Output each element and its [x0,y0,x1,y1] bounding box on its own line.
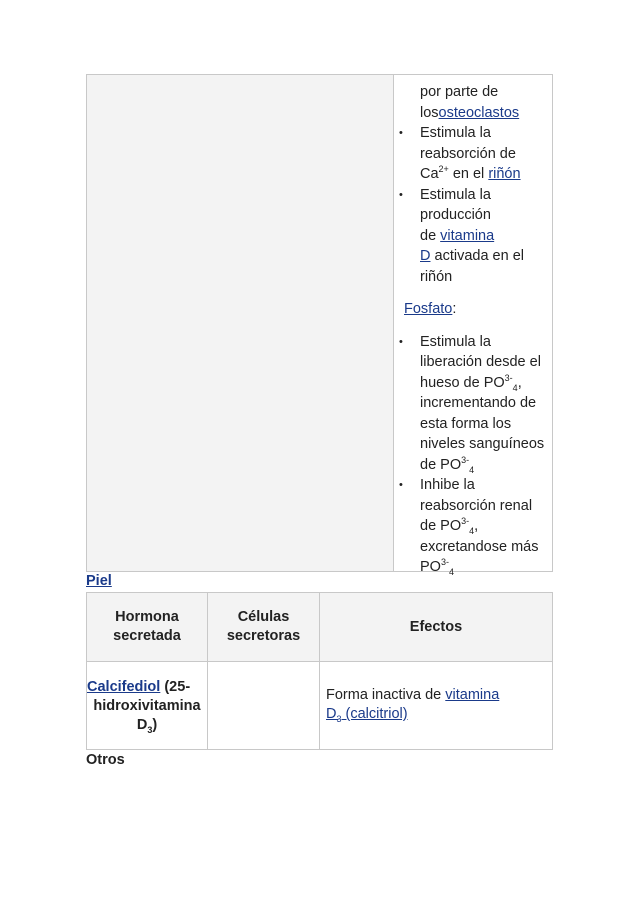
piel-table [86,592,553,750]
text-line: liberación desde el [420,354,541,370]
text: de PO [420,518,462,534]
header-hormona: Hormona secretada [113,609,181,644]
text-line: • Estimula la [420,125,491,141]
header-celulas: Células secretoras [226,609,301,644]
text: Forma inactiva de [326,687,446,703]
text: en el [448,166,489,182]
text: activada en el [430,248,524,264]
text: , [474,518,479,534]
colon: : [452,301,457,317]
text-line: niveles sanguíneos [420,436,545,452]
text-line [87,716,207,735]
calcium-charge: 2+ [438,164,449,175]
effect-cell [326,686,548,724]
text: , [517,374,522,391]
subscript: 4 [469,525,475,536]
list-item [393,332,552,476]
list-item [393,123,552,185]
text-line: incrementando de [420,395,537,411]
endocrine-table [86,74,553,577]
intro-text: los [420,104,439,121]
vitamina-d-link[interactable]: D [420,248,431,264]
text-line: • Estimula la [420,333,491,350]
text: D [136,717,148,733]
subscript: 3 [336,713,342,724]
section-otros: Otros [86,752,125,768]
section-piel [86,573,112,589]
text-line [326,705,548,724]
text-line: reabsorción de [420,145,516,162]
subscript: 3 [147,724,153,735]
calcium-effects-list [393,123,552,287]
text-line: hidroxivitamina [93,698,201,714]
vitamina-link[interactable]: vitamina [440,227,495,244]
list-item [393,475,552,578]
text-line: • Inhibe la [420,477,475,493]
effects-intro [393,75,552,123]
calcifediol-link[interactable]: Calcifediol [87,679,161,695]
intro-line [420,103,552,124]
subscript: 4 [512,382,518,393]
location-cell [302,75,394,571]
text-line [420,164,552,185]
text: de PO [420,456,462,473]
charge: 3- [504,372,513,383]
text-line [420,455,552,476]
text-line: producción [420,207,491,223]
fosfato-link[interactable]: Fosfato [404,301,453,317]
text: PO [420,559,441,575]
text-line [420,246,552,267]
cells-cell [207,75,303,571]
subscript: 4 [469,464,475,475]
charge: 3- [440,557,449,568]
text: hueso de PO [420,374,505,391]
text: (calcitriol) [341,706,408,722]
text: ) [152,717,158,733]
text: (25- [160,679,191,695]
calcium-symbol: Ca [420,166,439,182]
piel-link[interactable]: Piel [86,573,112,589]
charge: 3- [461,454,470,465]
column-divider [319,593,320,749]
text-line: reabsorción renal [420,497,533,514]
phosphate-heading [393,299,552,320]
text-line [420,373,552,394]
osteoclastos-link[interactable]: osteoclastos [438,104,520,121]
text: D [326,706,337,722]
list-item [393,185,552,288]
text-line [420,226,552,247]
text-line: riñón [420,268,453,285]
rinon-link[interactable]: riñón [488,166,521,182]
charge: 3- [461,516,470,527]
intro-line: por parte de [420,84,499,100]
header-efectos: Efectos [409,619,463,635]
vitamina-link[interactable]: vitamina [445,687,500,703]
text-line [87,678,207,697]
hormone-cell [87,75,208,571]
subscript: 4 [448,566,454,577]
text-line: excretandose más [420,538,539,555]
text-line [326,686,548,705]
text-line [420,557,552,578]
hormone-cell [87,678,207,735]
text-line [420,516,552,537]
vitamina-d3-link[interactable] [326,706,408,722]
text: de [420,227,441,244]
effects-cell [393,75,552,577]
text-line: esta forma los [420,415,512,432]
text-line: • Estimula la [420,186,491,203]
phosphate-effects-list [393,332,552,578]
